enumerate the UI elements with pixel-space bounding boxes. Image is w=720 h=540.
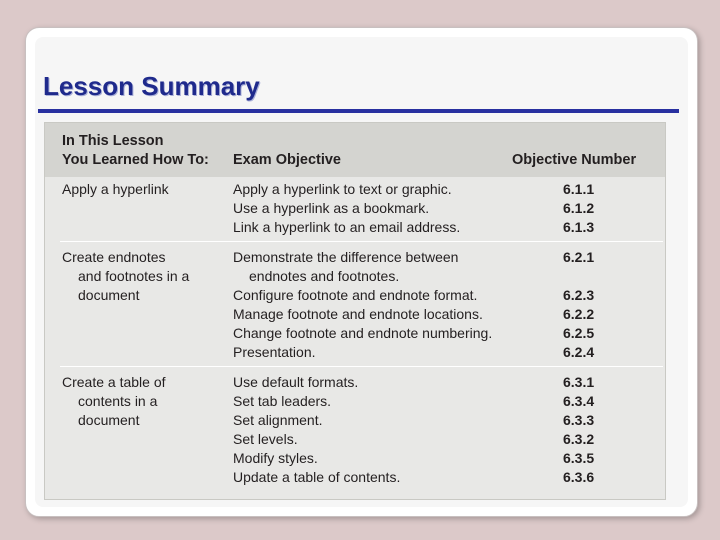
objective-number: 6.3.2 [563,431,595,447]
skill-line: and footnotes in a [78,268,190,284]
row-divider [60,366,663,367]
skill-line: Create a table of [62,374,166,390]
header-skill-line2: You Learned How To: [62,152,209,168]
skill-line: Apply a hyperlink [62,181,169,197]
objective-text: Set levels. [233,431,298,447]
objective-number: 6.3.5 [563,450,595,466]
title-underline [38,109,679,113]
objective-number: 6.1.2 [563,200,595,216]
objective-text: Change footnote and endnote numbering. [233,325,493,341]
objective-number: 6.3.3 [563,412,595,428]
objective-number: 6.3.1 [563,374,595,390]
objective-number: 6.1.1 [563,181,595,197]
skill-line: contents in a [78,393,158,409]
objective-number: 6.1.3 [563,219,595,235]
objective-text: Modify styles. [233,450,318,466]
objective-number: 6.2.1 [563,249,595,265]
objective-text: endnotes and footnotes. [249,268,400,284]
header-objective-number: Objective Number [512,152,637,168]
slide-title: Lesson Summary [43,71,260,101]
header-exam-objective: Exam Objective [233,152,341,168]
objective-number: 6.2.2 [563,306,595,322]
skill-line: document [78,287,140,303]
summary-table [44,122,666,500]
objective-text: Apply a hyperlink to text or graphic. [233,181,452,197]
objective-number: 6.2.3 [563,287,595,303]
objective-number: 6.2.5 [563,325,595,341]
objective-text: Set tab leaders. [233,393,332,409]
skill-line: Create endnotes [62,249,166,265]
objective-number: 6.3.6 [563,469,595,485]
objective-number: 6.3.4 [563,393,595,409]
objective-text: Set alignment. [233,412,323,428]
objective-text: Demonstrate the difference between [233,249,459,265]
objective-text: Manage footnote and endnote locations. [233,306,483,322]
objective-text: Update a table of contents. [233,469,401,485]
table-header [45,123,665,177]
objective-text: Configure footnote and endnote format. [233,287,478,303]
objective-text: Use default formats. [233,374,359,390]
objective-text: Presentation. [233,344,316,360]
header-skill-line1: In This Lesson [62,133,164,149]
objective-number: 6.2.4 [563,344,595,360]
objective-text: Link a hyperlink to an email address. [233,219,461,235]
skill-line: document [78,412,140,428]
objective-text: Use a hyperlink as a bookmark. [233,200,430,216]
row-divider [60,241,663,242]
